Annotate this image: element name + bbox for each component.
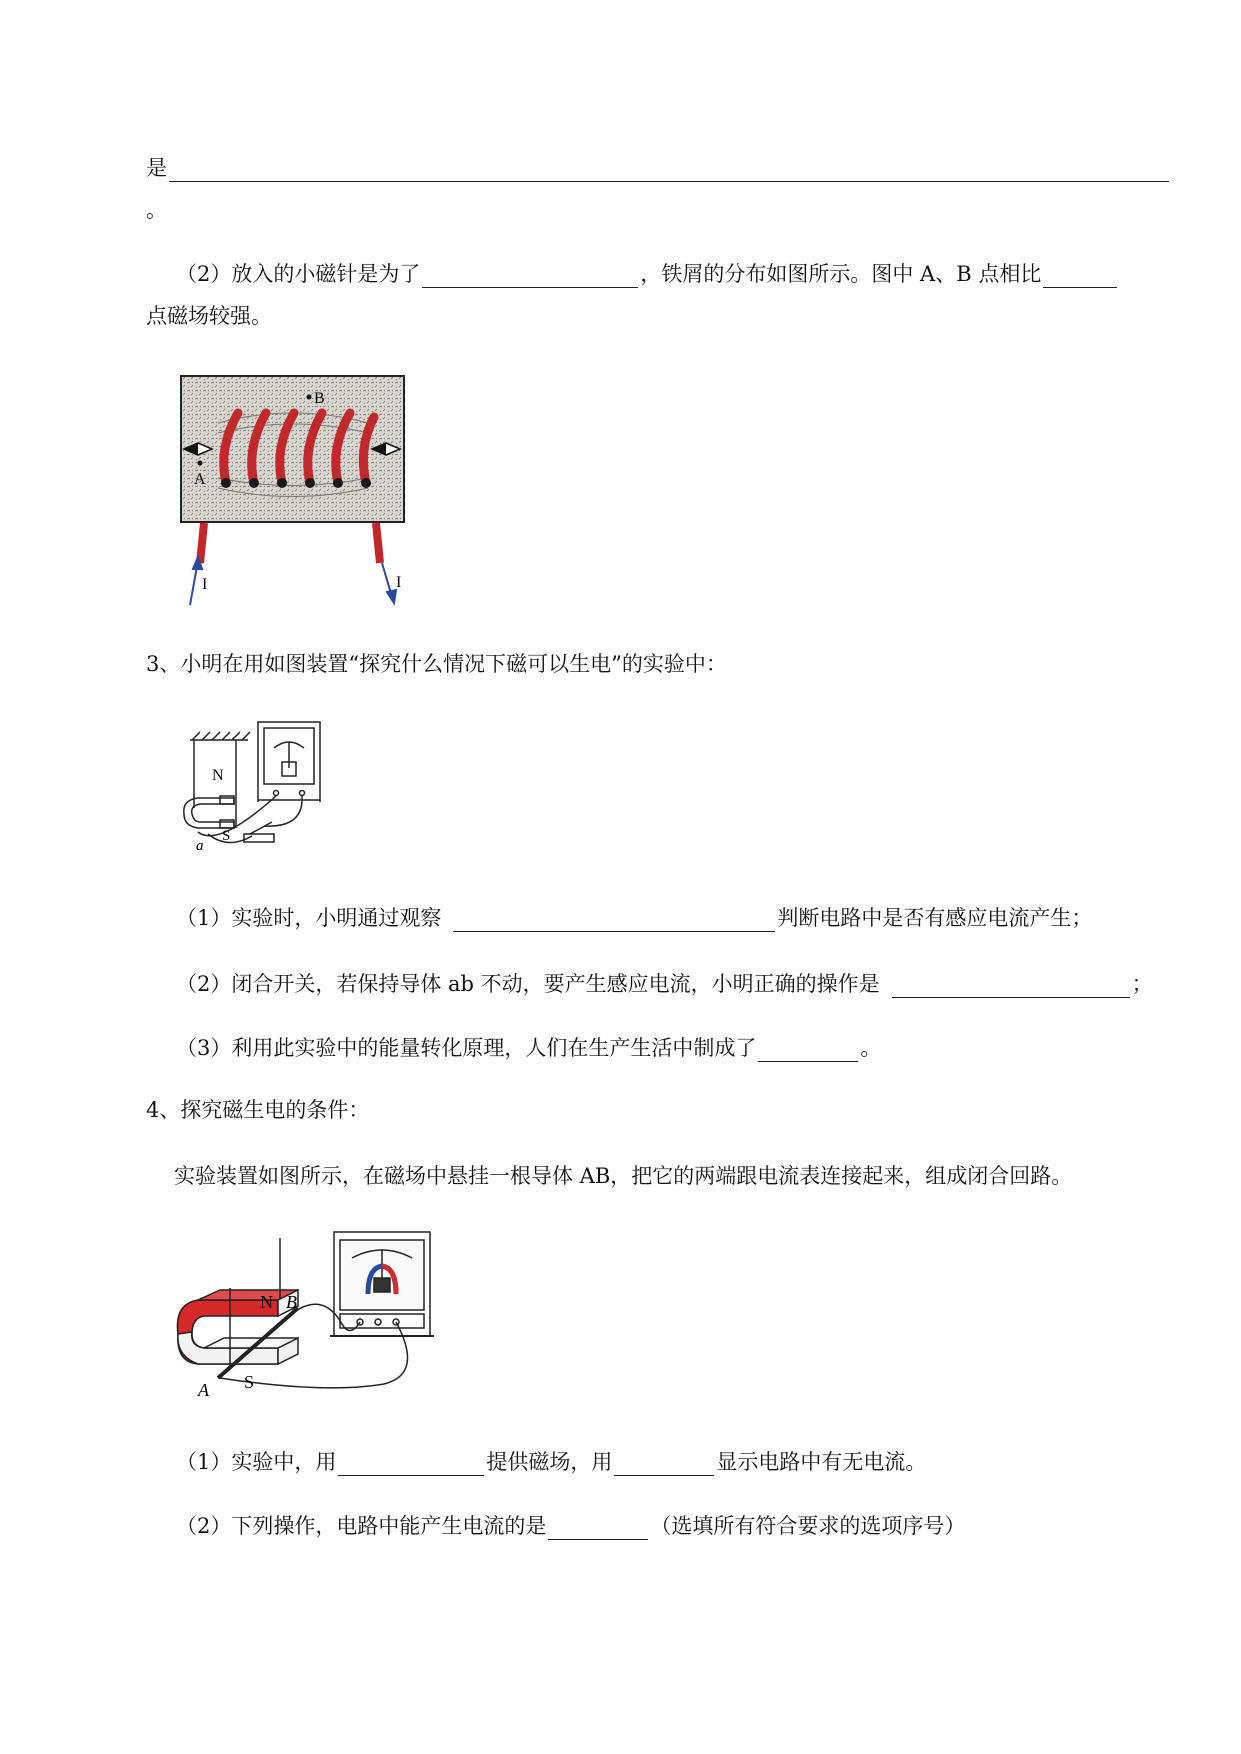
q3-sub1-line — [176, 904, 1092, 932]
coil-leads — [200, 523, 380, 563]
q2-sub2-line — [176, 260, 1119, 288]
q4-sub2-line — [176, 1512, 965, 1540]
period-mark: 。 — [146, 198, 167, 222]
sub2-text-c: 点磁场较强。 — [146, 304, 272, 328]
q4-sub1-text-a: （1）实验中，用 — [176, 1450, 337, 1474]
horseshoe-magnet — [184, 798, 234, 828]
point-a-dot — [198, 461, 203, 466]
q2-answer-line — [146, 154, 1171, 182]
q4-intro — [174, 1162, 1072, 1190]
q3-sub3-blank[interactable] — [758, 1037, 858, 1062]
q4-sub2-blank[interactable] — [548, 1515, 648, 1540]
q3-title-text: 3、小明在用如图装置“探究什么情况下磁可以生电”的实验中： — [146, 652, 727, 676]
q3-title — [146, 650, 727, 678]
q3-sub2-text-a: （2）闭合开关，若保持导体 ab 不动，要产生感应电流，小明正确的操作是 — [176, 972, 880, 996]
q3-sub2-line — [176, 970, 1153, 998]
conductor-a-label: a — [196, 838, 204, 854]
q2-sub2-line-2 — [146, 302, 272, 330]
sub2-text-b: ，铁屑的分布如图所示。图中 A、B 点相比 — [640, 262, 1042, 286]
ceiling-hatch — [192, 732, 250, 740]
answer-blank[interactable] — [169, 157, 1169, 182]
q3-sub3-text-b: 。 — [860, 1036, 882, 1060]
q3-sub3-line — [176, 1034, 881, 1062]
q3-sub1-blank[interactable] — [453, 907, 775, 932]
q4-sub1-blank-2[interactable] — [614, 1451, 714, 1476]
q4-sub2-text-b: （选填所有符合要求的选项序号） — [650, 1514, 966, 1538]
conductor-end-b-label: B — [286, 1292, 297, 1312]
q3-sub2-text-b: ； — [1131, 972, 1153, 996]
south-pole-label: S — [244, 1372, 255, 1392]
q3-sub2-blank[interactable] — [892, 973, 1130, 998]
induction-apparatus-figure — [178, 718, 328, 860]
q4-intro-text: 实验装置如图所示，在磁场中悬挂一根导体 AB，把它的两端跟电流表连接起来，组成闭合回路。 — [174, 1164, 1073, 1188]
q4-title-text: 4、探究磁生电的条件： — [146, 1098, 370, 1122]
horseshoe-magnet — [177, 1290, 298, 1364]
q4-title — [146, 1096, 369, 1124]
answer-prefix: 是 — [146, 156, 167, 180]
conductor-end-a-label: A — [198, 1380, 209, 1400]
q4-sub1-blank-1[interactable] — [338, 1451, 484, 1476]
q3-sub1-text-a: （1）实验时，小明通过观察 — [176, 906, 442, 930]
sub2-blank-2[interactable] — [1043, 263, 1117, 288]
q3-sub1-text-b: 判断电路中是否有感应电流产生； — [777, 906, 1093, 930]
q4-sub1-text-b: 提供磁场，用 — [486, 1450, 613, 1474]
point-a-label: A — [194, 471, 206, 488]
current-arrows — [190, 557, 396, 605]
current-label-right: I — [396, 574, 402, 591]
q3-sub3-text-a: （3）利用此实验中的能量转化原理，人们在生产生活中制成了 — [176, 1036, 757, 1060]
south-pole-label: S — [222, 828, 231, 844]
sub2-text-a: （2）放入的小磁针是为了 — [176, 262, 421, 286]
conductor-ab-figure — [174, 1228, 464, 1404]
point-b-label: B — [314, 390, 325, 407]
q4-sub2-text-a: （2）下列操作，电路中能产生电流的是 — [176, 1514, 547, 1538]
current-label-left: I — [202, 576, 208, 593]
answer-end-mark — [146, 196, 167, 224]
solenoid-filings-figure — [178, 373, 418, 613]
sub2-blank-1[interactable] — [422, 263, 638, 288]
q4-sub1-text-c: 显示电路中有无电流。 — [716, 1450, 927, 1474]
north-pole-label: N — [212, 767, 224, 784]
point-b-dot — [307, 395, 312, 400]
q4-sub1-line — [176, 1448, 926, 1476]
north-pole-label: N — [260, 1292, 273, 1312]
